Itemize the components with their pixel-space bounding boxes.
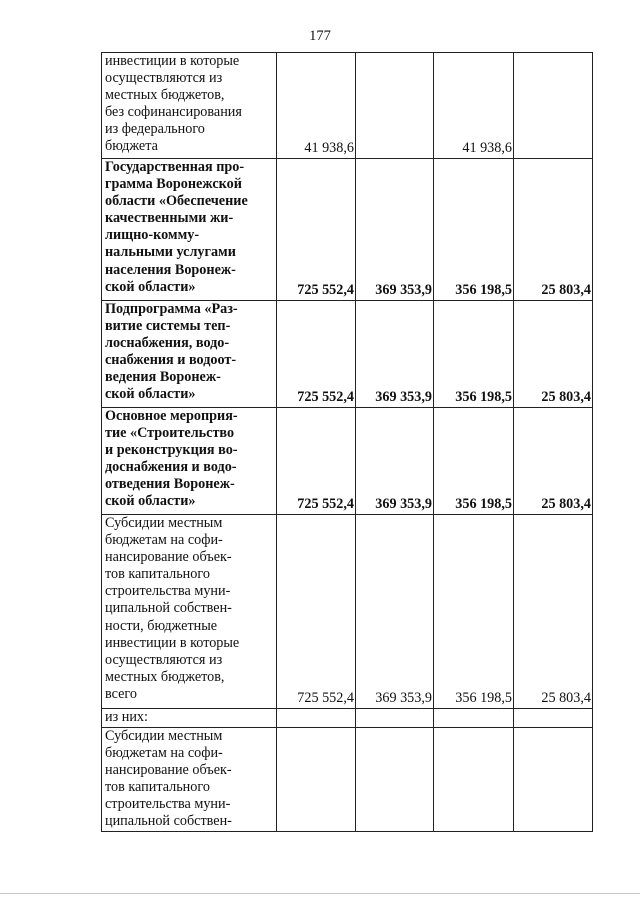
page-number: 177 xyxy=(309,28,331,44)
value-cell: 369 353,9 xyxy=(356,408,434,515)
table-row xyxy=(102,709,593,728)
value-cell: 356 198,5 xyxy=(434,159,514,301)
value-cell xyxy=(356,53,434,159)
row-label: Государственная про- грамма Воронежской области «Обеспечение качественными жи- лищно-комму- нальными услугами населения Воронеж- ской области» xyxy=(102,159,277,301)
value-cell: 725 552,4 xyxy=(277,301,356,408)
value-cell xyxy=(434,709,514,728)
table-row xyxy=(102,159,593,301)
table-row xyxy=(102,515,593,709)
row-label: Субсидии местным бюджетам на софи- нансирование объек- тов капитального строительства муни- ципальной собствен- ности, бюджетные инвестиции в которые осуществляются из местных бюджетов, всего xyxy=(102,515,277,709)
value-cell xyxy=(434,728,514,832)
value-cell: 25 803,4 xyxy=(514,301,593,408)
value-cell xyxy=(514,53,593,159)
value-cell: 356 198,5 xyxy=(434,301,514,408)
value-cell: 25 803,4 xyxy=(514,159,593,301)
value-cell: 725 552,4 xyxy=(277,408,356,515)
value-cell xyxy=(356,709,434,728)
row-label: Основное мероприя- тие «Строительство и реконструкция во- доснабжения и водо- отведения Воронеж- ской области» xyxy=(102,408,277,515)
table-row xyxy=(102,728,593,832)
scan-edge-line xyxy=(0,893,640,894)
value-cell xyxy=(514,728,593,832)
value-cell xyxy=(277,709,356,728)
value-cell: 356 198,5 xyxy=(434,515,514,709)
value-cell: 725 552,4 xyxy=(277,159,356,301)
budget-table xyxy=(101,52,593,832)
row-label: Субсидии местным бюджетам на софи- нансирование объек- тов капитального строительства муни- ципальной собствен- xyxy=(102,728,277,832)
value-cell: 356 198,5 xyxy=(434,408,514,515)
value-cell: 369 353,9 xyxy=(356,301,434,408)
row-label: инвестиции в которые осуществляются из местных бюджетов, без софинансирования из федерального бюджета xyxy=(102,53,277,159)
value-cell: 725 552,4 xyxy=(277,515,356,709)
value-cell xyxy=(514,709,593,728)
value-cell: 25 803,4 xyxy=(514,408,593,515)
table-row xyxy=(102,408,593,515)
table-row xyxy=(102,301,593,408)
value-cell xyxy=(356,728,434,832)
row-label: Подпрограмма «Раз- витие системы теп- лоснабжения, водо- снабжения и водоот- ведения Воронеж- ской области» xyxy=(102,301,277,408)
value-cell: 25 803,4 xyxy=(514,515,593,709)
table-row xyxy=(102,53,593,159)
value-cell: 369 353,9 xyxy=(356,515,434,709)
value-cell xyxy=(277,728,356,832)
value-cell: 369 353,9 xyxy=(356,159,434,301)
value-cell: 41 938,6 xyxy=(277,53,356,159)
value-cell: 41 938,6 xyxy=(434,53,514,159)
row-label: из них: xyxy=(102,709,277,728)
